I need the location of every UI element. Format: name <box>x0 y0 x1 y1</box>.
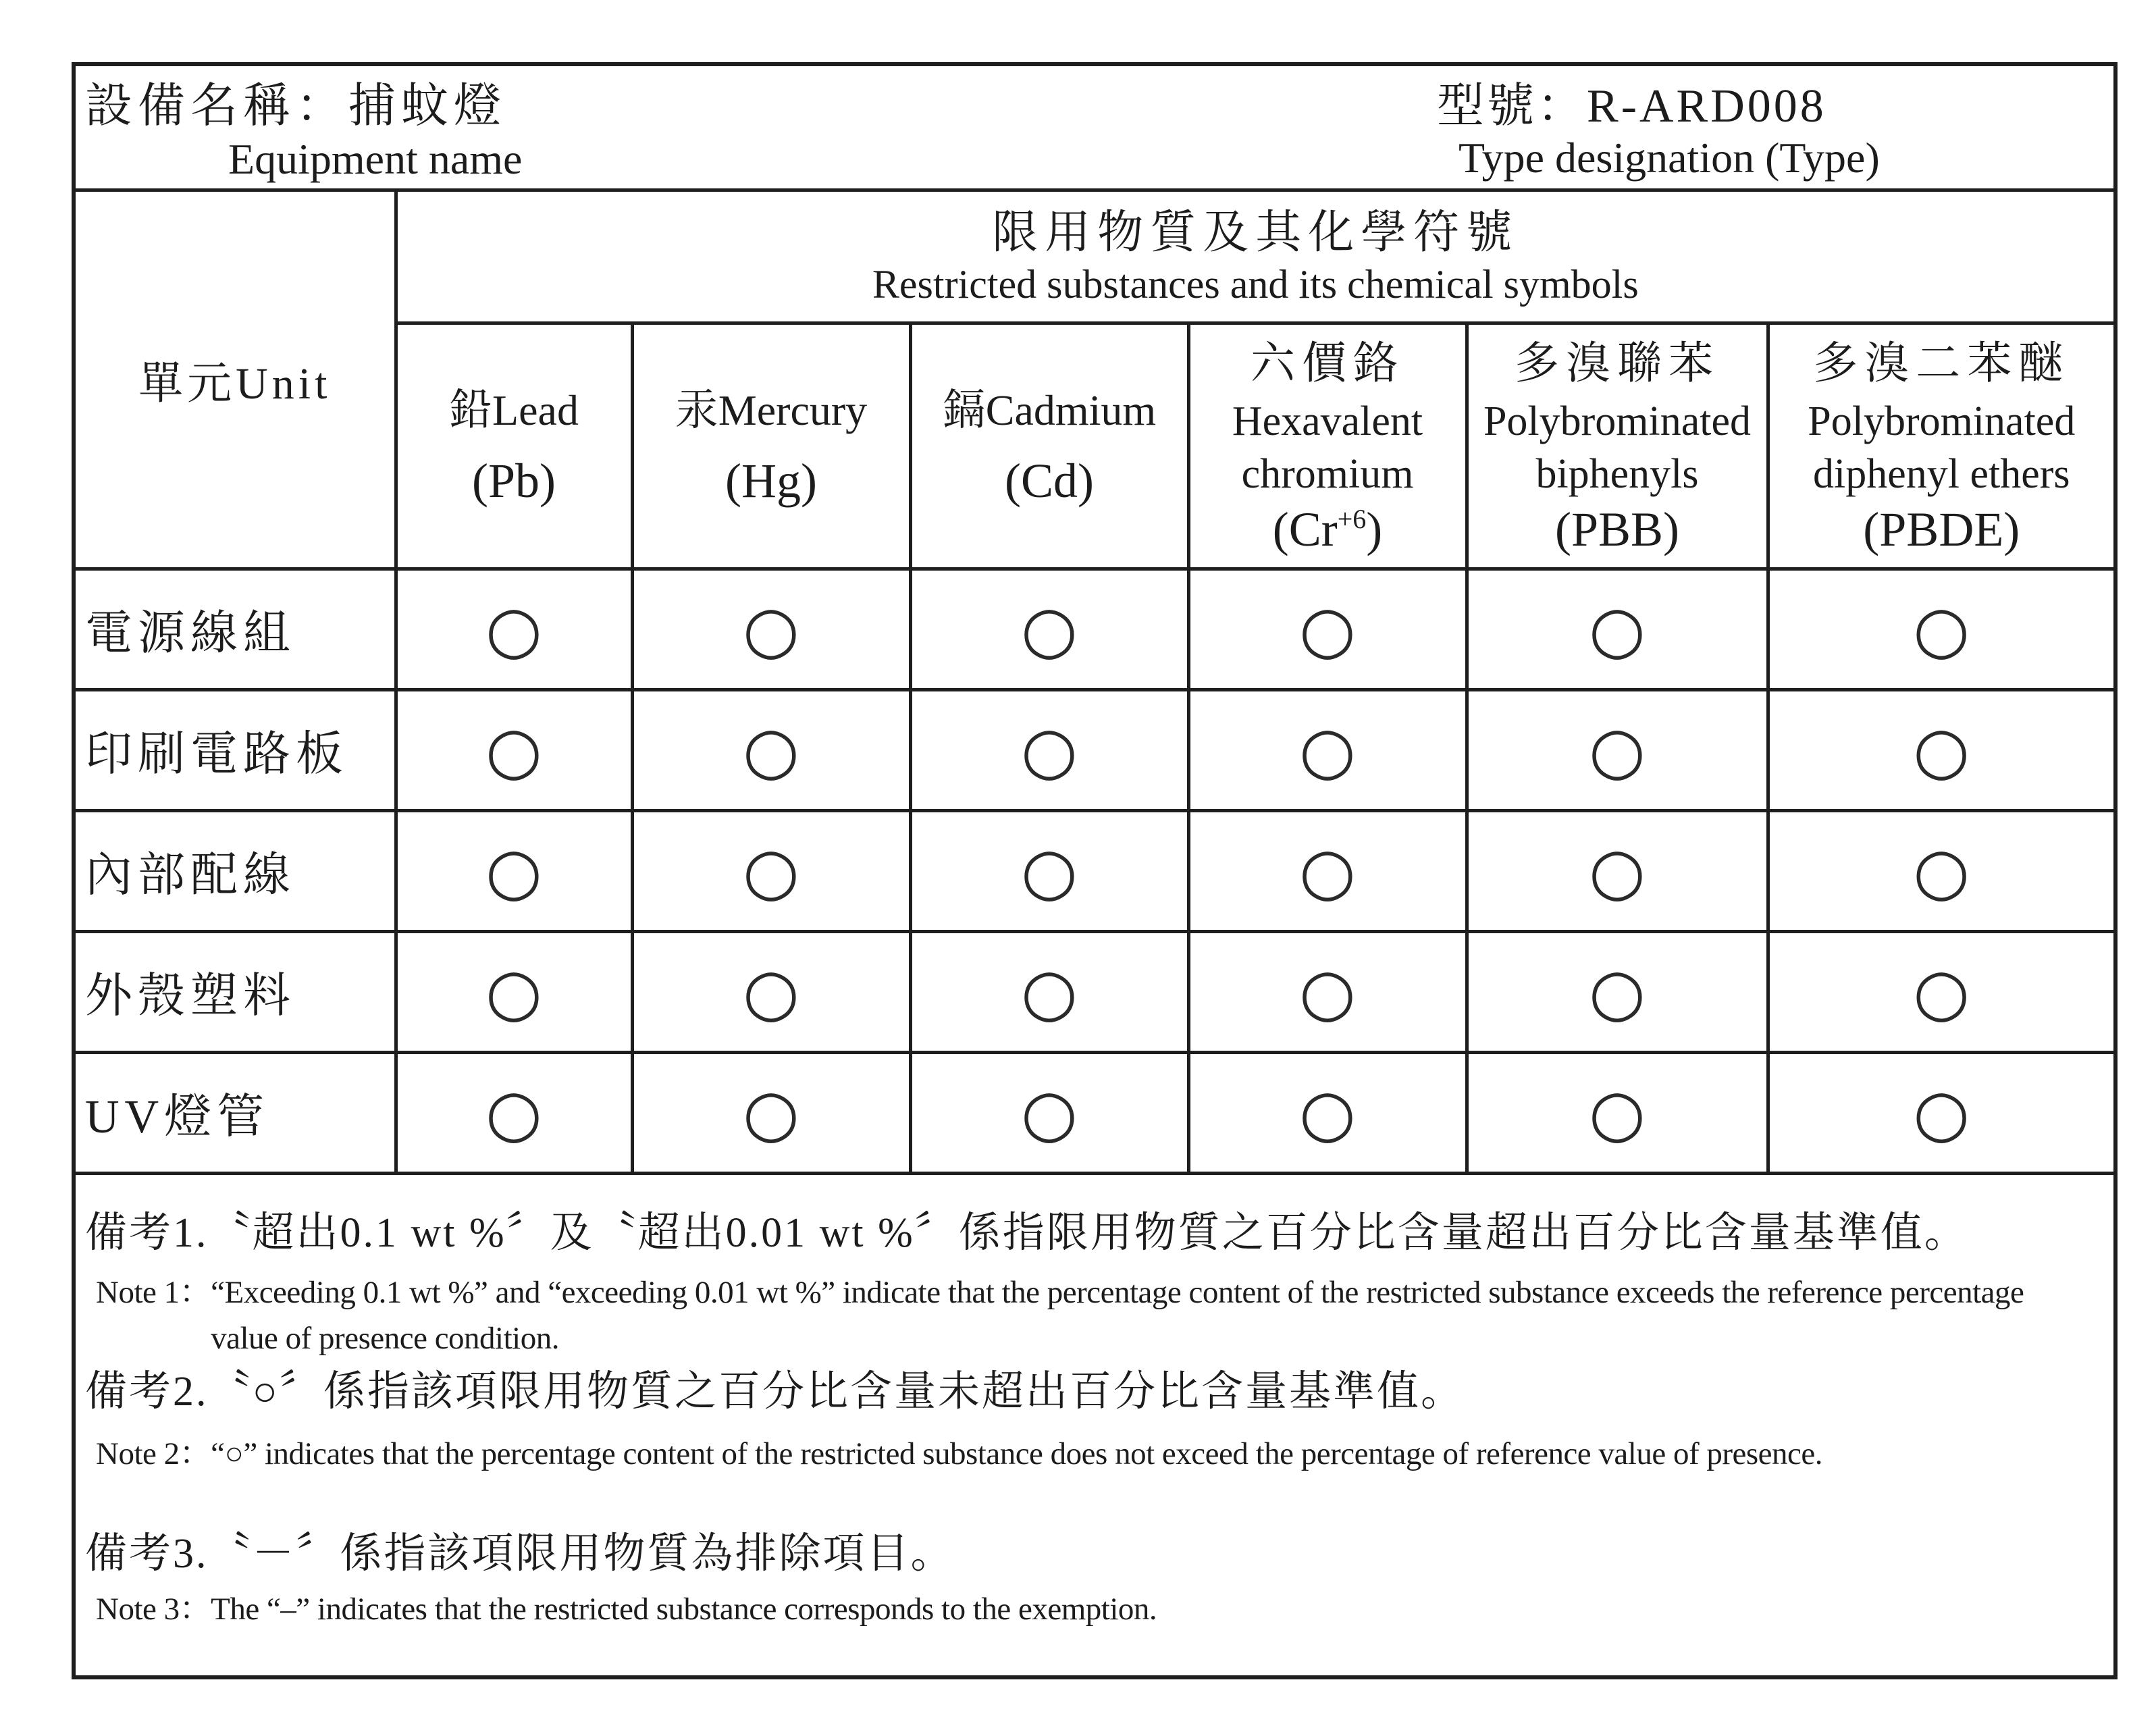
substance-symbol: (Pb) <box>472 454 556 508</box>
oxidation-state: +6 <box>1337 504 1367 534</box>
col-hexavalent-chromium <box>1188 323 1467 569</box>
row-label: 外殼塑料 <box>76 931 396 1052</box>
unit-header: 單元Unit <box>76 192 396 569</box>
compliance-mark: ○ <box>910 931 1188 1052</box>
compliance-mark: ○ <box>632 931 910 1052</box>
table-header-row <box>76 192 2113 323</box>
table-row <box>76 810 2113 931</box>
row-label: 電源線組 <box>76 569 396 689</box>
col-mercury <box>632 323 910 569</box>
compliance-mark: ○ <box>910 810 1188 931</box>
substance-name-en: Polybrominated <box>1808 398 2076 444</box>
type-designation-zh: 型號：R-ARD008 <box>1437 80 1826 132</box>
compliance-mark: ○ <box>396 810 632 931</box>
compliance-mark: ○ <box>632 569 910 689</box>
substance-name-en: Polybrominated <box>1483 398 1752 444</box>
compliance-mark: ○ <box>910 689 1188 810</box>
compliance-mark: ○ <box>396 689 632 810</box>
substance-name-en: chromium <box>1241 451 1414 497</box>
substance-name-zh: 多溴二苯醚 <box>1813 339 2070 388</box>
row-label: 內部配線 <box>76 810 396 931</box>
col-cadmium <box>910 323 1188 569</box>
compliance-mark: ○ <box>1467 931 1768 1052</box>
equipment-name-zh: 設備名稱：捕蚊燈 <box>85 80 506 132</box>
note-2-en <box>96 1431 2095 1477</box>
col-pbde <box>1768 323 2113 569</box>
compliance-mark: ○ <box>1188 810 1467 931</box>
note-label: Note 3： <box>96 1592 211 1627</box>
note-3-en <box>96 1586 2095 1632</box>
type-designation-en: Type designation (Type) <box>1458 134 1880 182</box>
note-1-zh: 備考1.〝超出0.1 wt %〞及〝超出0.01 wt %〞係指限用物質之百分比含量超出百分比含量基準值。 <box>85 1210 1968 1256</box>
compliance-mark: ○ <box>1188 689 1467 810</box>
substance-symbol: (Hg) <box>725 454 817 508</box>
equipment-header <box>76 66 2113 192</box>
compliance-mark: ○ <box>910 1052 1188 1173</box>
note-label: Note 1： <box>96 1275 211 1310</box>
note-1-en <box>96 1269 2095 1361</box>
rohs-declaration-sheet <box>72 62 2118 1679</box>
compliance-mark: ○ <box>1467 1052 1768 1173</box>
substance-symbol: (PBB) <box>1554 502 1680 556</box>
compliance-mark: ○ <box>910 569 1188 689</box>
substance-name-zh: 多溴聯苯 <box>1515 339 1720 388</box>
substances-title-zh: 限用物質及其化學符號 <box>992 206 1519 258</box>
substances-title-en: Restricted substances and its chemical symbols <box>872 261 1639 307</box>
compliance-mark: ○ <box>632 1052 910 1173</box>
row-label: 印刷電路板 <box>76 689 396 810</box>
compliance-mark: ○ <box>1768 810 2113 931</box>
compliance-mark: ○ <box>1768 689 2113 810</box>
note-3-zh: 備考3.〝－〞係指該項限用物質為排除項目。 <box>85 1531 955 1577</box>
substance-name: 鎘Cadmium <box>942 386 1157 434</box>
compliance-mark: ○ <box>632 689 910 810</box>
compliance-mark: ○ <box>1188 1052 1467 1173</box>
compliance-mark: ○ <box>1467 810 1768 931</box>
note-text: “Exceeding 0.1 wt %” and “exceeding 0.01 wt %” indicate that the percentage content of the restricted substance exceeds the reference percentage value of presence condition. <box>211 1275 2024 1356</box>
compliance-mark: ○ <box>1768 569 2113 689</box>
equipment-name-en: Equipment name <box>228 135 523 183</box>
substance-name-en: diphenyl ethers <box>1813 451 2070 497</box>
substance-name: 汞Mercury <box>675 386 868 434</box>
compliance-mark: ○ <box>1467 689 1768 810</box>
table-row <box>76 1052 2113 1173</box>
notes-section <box>76 1175 2113 1675</box>
substance-symbol: (PBDE) <box>1863 502 2020 556</box>
compliance-mark: ○ <box>1188 569 1467 689</box>
table-row <box>76 931 2113 1052</box>
restricted-substances-table <box>76 192 2113 1175</box>
compliance-mark: ○ <box>1467 569 1768 689</box>
table-row <box>76 569 2113 689</box>
compliance-mark: ○ <box>396 1052 632 1173</box>
col-pbb <box>1467 323 1768 569</box>
note-label: Note 2： <box>96 1436 211 1471</box>
note-2-zh: 備考2.〝○〞係指該項限用物質之百分比含量未超出百分比含量基準值。 <box>85 1369 1465 1415</box>
compliance-mark: ○ <box>1768 1052 2113 1173</box>
substance-symbol: (Cd) <box>1005 454 1094 508</box>
note-text: The “–” indicates that the restricted substance corresponds to the exemption. <box>211 1592 1157 1627</box>
row-label: UV燈管 <box>76 1052 396 1173</box>
col-lead <box>396 323 632 569</box>
note-text: “○” indicates that the percentage content of the restricted substance does not exceed the percentage of reference value of presence. <box>211 1436 1822 1471</box>
substance-name-en: biphenyls <box>1535 451 1699 497</box>
substance-symbol <box>1190 500 1465 558</box>
compliance-mark: ○ <box>632 810 910 931</box>
substance-name: 鉛Lead <box>449 386 579 434</box>
compliance-mark: ○ <box>396 569 632 689</box>
symbol-close: ) <box>1366 502 1383 556</box>
compliance-mark: ○ <box>1188 931 1467 1052</box>
table-row <box>76 689 2113 810</box>
compliance-mark: ○ <box>396 931 632 1052</box>
symbol-base: (Cr <box>1272 502 1338 556</box>
substance-name-en: Hexavalent <box>1232 398 1423 444</box>
substance-name-zh: 六價鉻 <box>1251 339 1404 388</box>
substances-title <box>396 192 2113 323</box>
compliance-mark: ○ <box>1768 931 2113 1052</box>
